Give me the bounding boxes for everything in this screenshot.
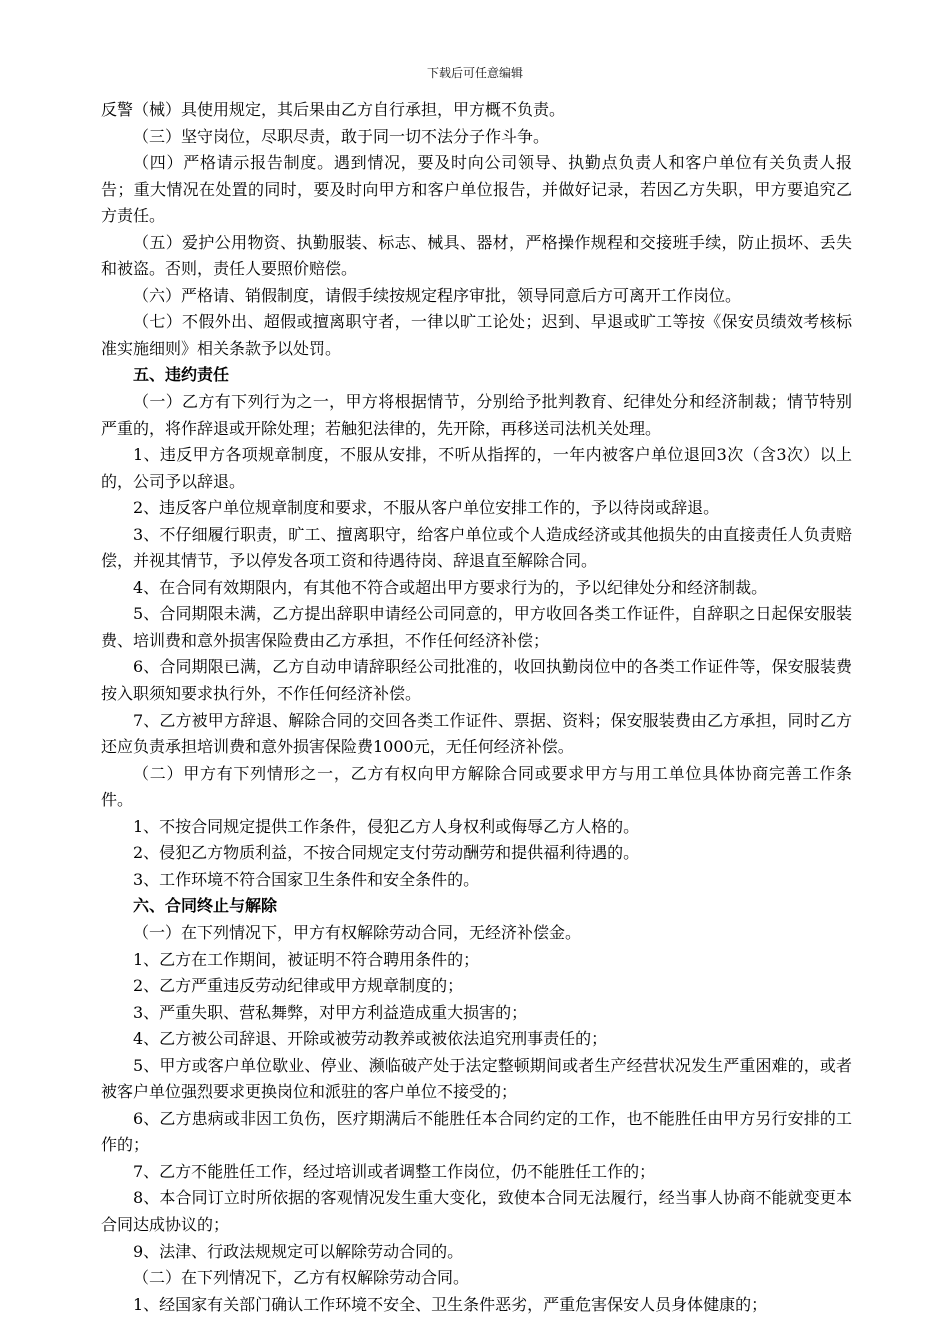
- paragraph: 5、合同期限未满，乙方提出辞职申请经公司同意的，甲方收回各类工作证件，自辞职之日起保安服装费、培训费和意外损害保险费由乙方承担，不作任何经济补偿；: [101, 604, 852, 650]
- paragraph: （一）乙方有下列行为之一，甲方将根据情节，分别给予批判教育、纪律处分和经济制裁；情节特别严重的，将作辞退或开除处理；若触犯法律的，先开除，再移送司法机关处理。: [101, 392, 852, 438]
- paragraph: 5、甲方或客户单位歇业、停业、濒临破产处于法定整顿期间或者生产经营状况发生严重困难的，或者被客户单位强烈要求更换岗位和派驻的客户单位不接受的；: [101, 1055, 852, 1102]
- paragraph: 反警（械）具使用规定，其后果由乙方自行承担，甲方概不负责。: [101, 100, 566, 119]
- paragraph: 7、乙方不能胜任工作，经过培训或者调整工作岗位，仍不能胜任工作的；: [133, 1161, 656, 1181]
- paragraph: 2、侵犯乙方物质利益，不按合同规定支付劳动酬劳和提供福利待遇的。: [133, 843, 640, 863]
- paragraph: 3、不仔细履行职责，旷工、擅离职守，给客户单位或个人造成经济或其他损失的由直接责任人负责赔偿，并视其情节，予以停发各项工资和待遇待岗、辞退直至解除合同。: [101, 524, 852, 571]
- page-header: 下载后可任意编辑: [426, 66, 523, 80]
- paragraph: （七）不假外出、超假或擅离职守者，一律以旷工论处；迟到、早退或旷工等按《保安员绩效考核标准实施细则》相关条款予以处罚。: [101, 312, 852, 358]
- section-heading: 五、违约责任: [133, 365, 230, 385]
- document-body: [101, 97, 852, 1318]
- paragraph: 1、违反甲方各项规章制度，不服从安排，不听从指挥的，一年内被客户单位退回3次（含3次）以上的，公司予以辞退。: [101, 445, 852, 491]
- paragraph: （二）甲方有下列情形之一，乙方有权向甲方解除合同或要求甲方与用工单位具体协商完善工作条件。: [101, 763, 852, 810]
- paragraph: （五）爱护公用物资、执勤服装、标志、械具、器材，严格操作规程和交接班手续，防止损坏、丢失和被盗。否则，责任人要照价赔偿。: [101, 232, 852, 279]
- paragraph: 8、本合同订立时所依据的客观情况发生重大变化，致使本合同无法履行，经当事人协商不能就变更本合同达成协议的；: [101, 1188, 852, 1234]
- paragraph: 2、违反客户单位规章制度和要求，不服从客户单位安排工作的，予以待岗或辞退。: [133, 498, 720, 518]
- paragraph: 9、法津、行政法规规定可以解除劳动合同的。: [133, 1241, 464, 1261]
- paragraph: （四）严格请示报告制度。遇到情况，要及时向公司领导、执勤点负责人和客户单位有关负责人报告；重大情况在处置的同时，要及时向甲方和客户单位报告，并做好记录，若因乙方失职，甲方要追究乙方责任。: [101, 153, 852, 226]
- paragraph: 6、乙方患病或非因工负伤，医疗期满后不能胜任本合同约定的工作，也不能胜任由甲方另行安排的工作的；: [101, 1108, 852, 1155]
- paragraph: 1、乙方在工作期间，被证明不符合聘用条件的；: [133, 949, 480, 969]
- paragraph: 3、工作环境不符合国家卫生条件和安全条件的。: [133, 869, 480, 889]
- paragraph: 7、乙方被甲方辞退、解除合同的交回各类工作证件、票据、资料；保安服装费由乙方承担，同时乙方还应负责承担培训费和意外损害保险费1000元，无任何经济补偿。: [101, 710, 852, 757]
- paragraph: 6、合同期限已满，乙方自动申请辞职经公司批准的，收回执勤岗位中的各类工作证件等，保安服装费按入职须知要求执行外，不作任何经济补偿。: [101, 657, 852, 704]
- paragraph: 1、不按合同规定提供工作条件，侵犯乙方人身权利或侮辱乙方人格的。: [133, 816, 640, 836]
- section-heading: 六、合同终止与解除: [133, 896, 278, 916]
- paragraph: 1、经国家有关部门确认工作环境不安全、卫生条件恶劣，严重危害保安人员身体健康的；: [133, 1294, 768, 1314]
- paragraph: （一）在下列情况下，甲方有权解除劳动合同，无经济补偿金。: [133, 922, 582, 942]
- paragraph: 3、严重失职、营私舞弊，对甲方利益造成重大损害的；: [133, 1002, 528, 1022]
- paragraph: （六）严格请、销假制度，请假手续按规定程序审批，领导同意后方可离开工作岗位。: [133, 285, 742, 305]
- paragraph: （二）在下列情况下，乙方有权解除劳动合同。: [133, 1268, 470, 1288]
- paragraph: 4、乙方被公司辞退、开除或被劳动教养或被依法追究刑事责任的；: [133, 1029, 608, 1049]
- paragraph: 2、乙方严重违反劳动纪律或甲方规章制度的；: [133, 976, 464, 996]
- paragraph: 4、在合同有效期限内，有其他不符合或超出甲方要求行为的，予以纪律处分和经济制裁。: [133, 577, 768, 597]
- paragraph: （三）坚守岗位，尽职尽责，敢于同一切不法分子作斗争。: [133, 126, 550, 146]
